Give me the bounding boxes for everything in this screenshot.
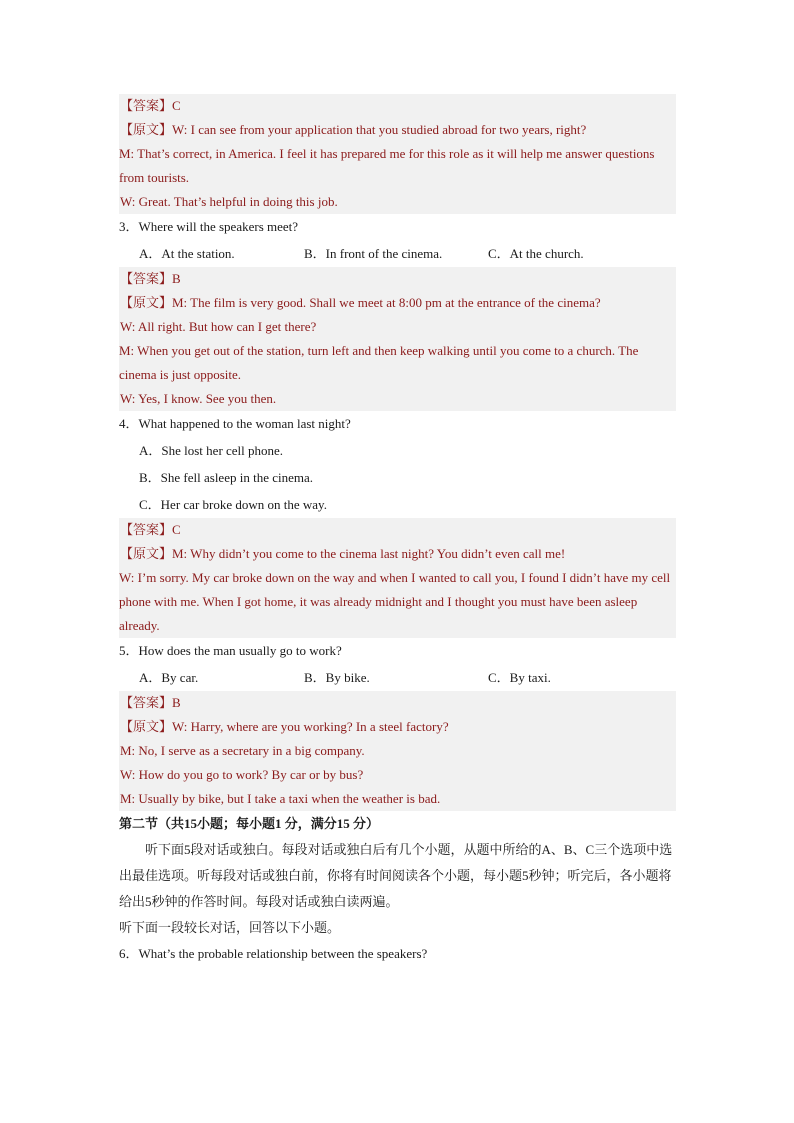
question-4: 4．What happened to the woman last night?: [119, 416, 351, 431]
answer-label: 【答案】B: [120, 695, 181, 710]
answer-block-q2: [119, 94, 676, 214]
answer-block-q5: [119, 691, 676, 811]
transcript-line: W: How do you go to work? By car or by bus?: [120, 767, 364, 782]
transcript-line: W: All right. But how can I get there?: [120, 319, 317, 334]
transcript-line: W: Great. That’s helpful in doing this job.: [120, 194, 338, 209]
transcript-line: 【原文】W: Harry, where are you working? In a steel factory?: [120, 719, 449, 734]
transcript-line: M: No, I serve as a secretary in a big company.: [120, 743, 365, 758]
option-b: B．In front of the cinema.: [304, 246, 443, 261]
section-instructions: 听下面5段对话或独白。每段对话或独白后有几个小题，从题中所给的A、B、C三个选项中选出最佳选项。听每段对话或独白前，你将有时间阅读各个小题，每小题5秒钟；听完后，各小题将给出5秒钟的作答时间。每段对话或独白读两遍。: [119, 842, 673, 909]
option-a: A．At the station.: [139, 246, 235, 261]
option-a: A．She lost her cell phone.: [139, 443, 284, 458]
sub-instruction: 听下面一段较长对话，回答以下小题。: [119, 920, 341, 935]
transcript-line: M: Usually by bike, but I take a taxi when the weather is bad.: [120, 791, 441, 806]
answer-label: 【答案】C: [120, 522, 181, 537]
answer-block-q3: [119, 267, 676, 411]
question-6: 6．What’s the probable relationship between the speakers?: [119, 946, 428, 961]
question-5: 5．How does the man usually go to work?: [119, 643, 342, 658]
option-b: B．By bike.: [304, 670, 370, 685]
answer-block-q4: [119, 518, 676, 638]
question-3: 3．Where will the speakers meet?: [119, 219, 299, 234]
option-b: B．She fell asleep in the cinema.: [139, 470, 314, 485]
answer-label: 【答案】C: [120, 98, 181, 113]
transcript-line: 【原文】W: I can see from your application that you studied abroad for two years, right?: [120, 122, 587, 137]
section-title: 第二节（共15小题；每小题1 分，满分15 分）: [119, 816, 380, 831]
option-c: C．Her car broke down on the way.: [139, 497, 327, 512]
transcript-line: M: When you get out of the station, turn left and then keep walking until you come to a church. The cinema is just opposite.: [119, 343, 639, 382]
transcript-line: W: I’m sorry. My car broke down on the way and when I wanted to call you, I found I didn’t have my cell phone with me. When I got home, it was already midnight and I thought you must have been asleep already.: [119, 570, 671, 633]
answer-label: 【答案】B: [120, 271, 181, 286]
options-q5: [119, 664, 676, 691]
option-c: C．By taxi.: [488, 670, 551, 685]
transcript-line: M: That’s correct, in America. I feel it has prepared me for this role as it will help me answer questions from tourists.: [119, 146, 655, 185]
option-a: A．By car.: [139, 670, 199, 685]
document-page: [119, 94, 676, 967]
transcript-line: 【原文】M: Why didn’t you come to the cinema last night? You didn’t even call me!: [120, 546, 566, 561]
transcript-line: 【原文】M: The film is very good. Shall we meet at 8:00 pm at the entrance of the cinema?: [120, 295, 601, 310]
option-c: C．At the church.: [488, 246, 584, 261]
options-q3: [119, 240, 676, 267]
transcript-line: W: Yes, I know. See you then.: [120, 391, 277, 406]
